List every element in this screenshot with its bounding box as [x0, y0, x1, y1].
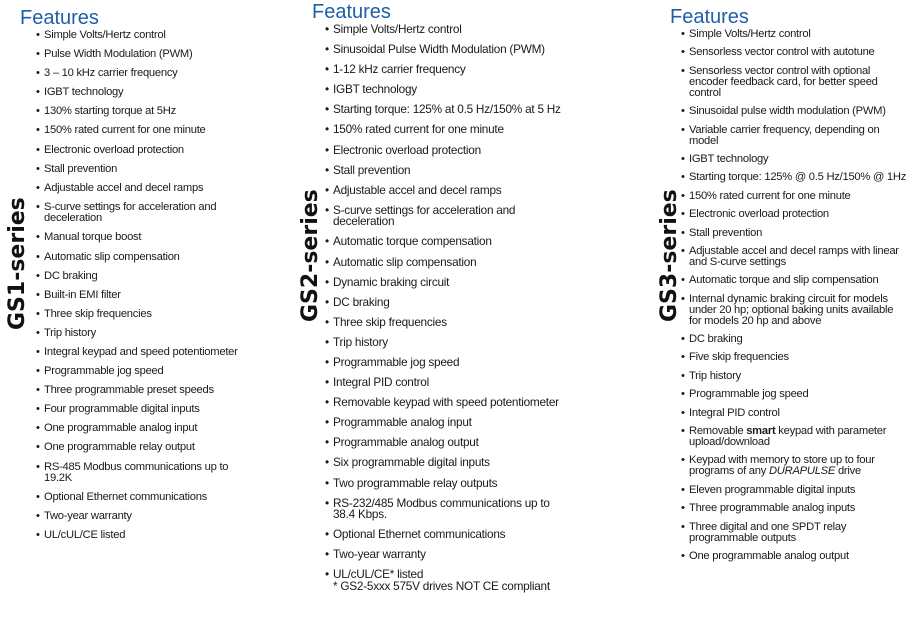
list-item: • DC braking — [681, 334, 915, 345]
list-item: • Trip history — [36, 328, 268, 340]
list-item: • Programmable analog input — [325, 417, 592, 429]
list-item: • IGBT technology — [325, 84, 592, 96]
gs3-features-list — [681, 29, 915, 562]
list-item: • IGBT technology — [36, 87, 268, 99]
smart-keyword: smart — [746, 425, 776, 438]
gs2-series-label: GS2-series — [298, 189, 323, 322]
gs1-features-list — [36, 30, 268, 542]
list-item: • Automatic torque compensation — [325, 236, 592, 248]
list-item: • Adjustable accel and decel ramps — [36, 183, 268, 195]
list-item: • Simple Volts/Hertz control — [325, 24, 592, 36]
list-item: • Adjustable accel and decel ramps with linear and S-curve settings — [681, 246, 904, 268]
list-item: • Variable carrier frequency, depending on model — [681, 125, 904, 147]
list-item: • Electronic overload protection — [681, 209, 915, 220]
gs2-features-list — [325, 24, 592, 592]
list-item: • Integral PID control — [325, 377, 592, 389]
list-item: • RS-232/485 Modbus communications up to 38.4 Kbps. — [325, 498, 563, 521]
list-item: • Eleven programmable digital inputs — [681, 485, 915, 496]
list-item: • Three programmable analog inputs — [681, 503, 915, 514]
list-item: • 150% rated current for one minute — [325, 124, 592, 136]
list-item: • 3 – 10 kHz carrier frequency — [36, 68, 268, 80]
list-item: • S-curve settings for acceleration and deceleration — [325, 205, 553, 228]
list-item: • 150% rated current for one minute — [36, 125, 268, 137]
list-item: • Electronic overload protection — [36, 145, 268, 157]
list-item: • DC braking — [325, 297, 592, 309]
list-item: • Internal dynamic braking circuit for models under 20 hp; optional baking units available for models 20 hp and above — [681, 294, 904, 327]
list-item: • Built-in EMI filter — [36, 290, 268, 302]
list-item: • Two-year warranty — [36, 511, 268, 523]
list-item: • Programmable jog speed — [36, 366, 268, 378]
list-item: • Two-year warranty — [325, 549, 592, 561]
list-item: • Optional Ethernet communications — [325, 529, 592, 541]
list-item: • DC braking — [36, 271, 268, 283]
list-item: • Electronic overload protection — [325, 145, 592, 157]
list-item: • UL/cUL/CE listed — [36, 530, 268, 542]
list-item: • One programmable relay output — [36, 442, 268, 454]
list-item-text: Keypad with memory to store up to four programs of any — [689, 454, 875, 478]
list-item — [681, 455, 894, 477]
ce-compliance-note: * GS2-5xxx 575V drives NOT CE compliant — [333, 578, 550, 593]
list-item: • Sinusoidal pulse width modulation (PWM) — [681, 106, 915, 117]
list-item: • IGBT technology — [681, 154, 915, 165]
list-item: • Two programmable relay outputs — [325, 478, 592, 490]
list-item-text: Removable — [689, 425, 747, 438]
list-item: • Pulse Width Modulation (PWM) — [36, 49, 268, 61]
list-item: • Simple Volts/Hertz control — [36, 30, 268, 42]
list-item: • Programmable analog output — [325, 437, 592, 449]
list-item: • Five skip frequencies — [681, 352, 915, 363]
list-item: • Starting torque: 125% @ 0.5 Hz/150% @ 1Hz — [681, 172, 915, 183]
list-item: • 150% rated current for one minute — [681, 191, 915, 202]
list-item: • Trip history — [325, 337, 592, 349]
list-item: • Starting torque: 125% at 0.5 Hz/150% at 5 Hz — [325, 104, 592, 116]
list-item: • Manual torque boost — [36, 232, 268, 244]
list-item-text: UL/cUL/CE* listed — [333, 567, 424, 582]
list-item: • Programmable jog speed — [681, 389, 915, 400]
list-item: • RS-485 Modbus communications up to 19.2K — [36, 462, 244, 485]
list-item: • 1-12 kHz carrier frequency — [325, 64, 592, 76]
list-item: • Three skip frequencies — [325, 317, 592, 329]
list-item: • Six programmable digital inputs — [325, 457, 592, 469]
list-item: • Sinusoidal Pulse Width Modulation (PWM) — [325, 44, 592, 56]
list-item: • Sensorless vector control with autotune — [681, 47, 915, 58]
list-item: • Three digital and one SPDT relay programmable outputs — [681, 522, 889, 544]
list-item: • Stall prevention — [36, 164, 268, 176]
list-item: • 130% starting torque at 5Hz — [36, 106, 268, 118]
list-item: • Automatic torque and slip compensation — [681, 275, 915, 286]
gs3-series-label: GS3-series — [657, 189, 682, 322]
list-item: • Three programmable preset speeds — [36, 385, 268, 397]
list-item: • Removable keypad with speed potentiometer — [325, 397, 592, 409]
list-item — [681, 426, 904, 448]
list-item-text: keypad with parameter upload/download — [689, 425, 887, 449]
list-item: • Trip history — [681, 371, 915, 382]
list-item: • Stall prevention — [681, 228, 915, 239]
list-item: • Sensorless vector control with optional encoder feedback card, for better speed control — [681, 66, 904, 99]
list-item: • Adjustable accel and decel ramps — [325, 185, 592, 197]
gs1-series-label: GS1-series — [5, 197, 30, 330]
gs1-features-panel — [18, 8, 268, 549]
gs3-features-panel — [670, 7, 915, 569]
list-item: • One programmable analog output — [681, 551, 915, 562]
gs1-features-heading: Features — [20, 7, 99, 29]
list-item: • Stall prevention — [325, 165, 592, 177]
list-item: • Simple Volts/Hertz control — [681, 29, 915, 40]
list-item: • Integral keypad and speed potentiometer — [36, 347, 268, 359]
list-item: • Dynamic braking circuit — [325, 277, 592, 289]
durapulse-brand: DURAPULSE — [768, 465, 836, 478]
list-item: • S-curve settings for acceleration and deceleration — [36, 202, 249, 225]
list-item: • Optional Ethernet communications — [36, 492, 268, 504]
list-item: • Three skip frequencies — [36, 309, 268, 321]
list-item: • Automatic slip compensation — [36, 252, 268, 264]
gs2-features-heading: Features — [312, 1, 391, 23]
list-item: • One programmable analog input — [36, 423, 268, 435]
gs3-features-heading: Features — [670, 6, 749, 28]
list-item: • Automatic slip compensation — [325, 257, 592, 269]
list-item — [325, 569, 592, 592]
list-item: • Integral PID control — [681, 408, 915, 419]
gs2-features-panel — [312, 2, 592, 601]
list-item: • Programmable jog speed — [325, 357, 592, 369]
list-item-text: drive — [835, 465, 861, 478]
list-item: • Four programmable digital inputs — [36, 404, 268, 416]
